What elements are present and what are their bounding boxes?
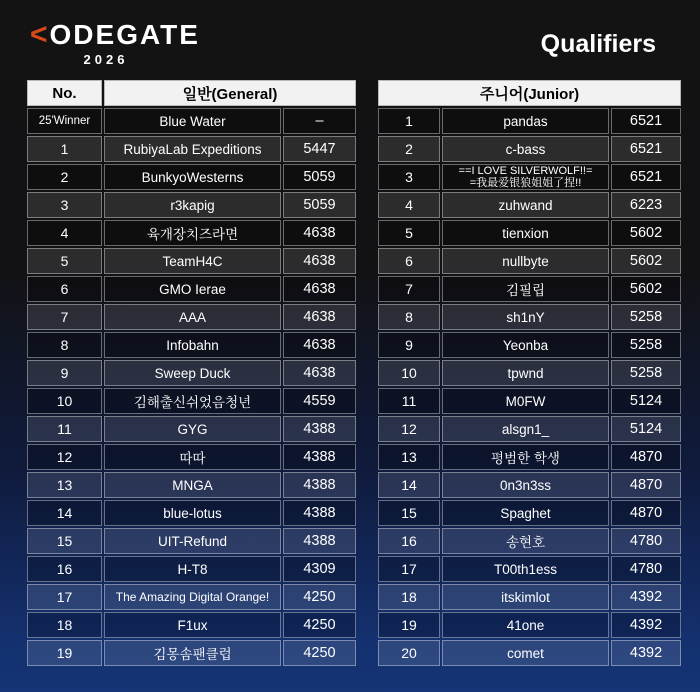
rank-cell: 6: [27, 276, 102, 302]
rank-cell: 17: [378, 556, 440, 582]
general-header-row: [27, 80, 356, 106]
rank-cell: 16: [27, 556, 102, 582]
table-row: [378, 108, 681, 134]
score-cell: 4638: [283, 276, 356, 302]
team-name-cell: blue-lotus: [104, 500, 281, 526]
score-cell: –: [283, 108, 356, 134]
team-name-cell: 따따: [104, 444, 281, 470]
table-row: [27, 220, 356, 246]
rank-cell: 16: [378, 528, 440, 554]
team-name-cell: sh1nY: [442, 304, 609, 330]
score-cell: 4870: [611, 500, 681, 526]
table-row: [27, 276, 356, 302]
score-cell: 6223: [611, 192, 681, 218]
score-cell: 4392: [611, 584, 681, 610]
score-cell: 4250: [283, 584, 356, 610]
score-cell: 5258: [611, 304, 681, 330]
team-name-cell: BunkyoWesterns: [104, 164, 281, 190]
team-name-cell: 김해출신쉬었음청년: [104, 388, 281, 414]
table-row: [378, 164, 681, 190]
score-cell: 4309: [283, 556, 356, 582]
rank-cell: 5: [27, 248, 102, 274]
rank-cell: 4: [378, 192, 440, 218]
rank-cell: 17: [27, 584, 102, 610]
table-row: [27, 640, 356, 666]
rank-cell: 2: [27, 164, 102, 190]
score-cell: 4780: [611, 528, 681, 554]
junior-title: 주니어(Junior): [378, 80, 681, 106]
team-name-cell: RubiyaLab Expeditions: [104, 136, 281, 162]
table-row: [378, 444, 681, 470]
team-name-cell: itskimlot: [442, 584, 609, 610]
score-cell: 5447: [283, 136, 356, 162]
junior-table: [376, 78, 683, 668]
team-name-cell: tienxion: [442, 220, 609, 246]
team-name-cell: AAA: [104, 304, 281, 330]
leaderboards: [25, 78, 683, 668]
score-cell: 4392: [611, 640, 681, 666]
team-name-cell: H-T8: [104, 556, 281, 582]
rank-cell: 3: [378, 164, 440, 190]
table-row: [378, 612, 681, 638]
table-row: [378, 500, 681, 526]
rank-cell: 18: [27, 612, 102, 638]
score-cell: 4250: [283, 640, 356, 666]
team-name-cell: comet: [442, 640, 609, 666]
table-row: [378, 304, 681, 330]
score-cell: 5124: [611, 416, 681, 442]
team-name-cell: ==I LOVE SILVERWOLF!!= =我最爱银狼姐姐了捏!!: [442, 164, 609, 190]
score-cell: 5258: [611, 360, 681, 386]
rank-cell: 9: [378, 332, 440, 358]
rank-cell: 8: [378, 304, 440, 330]
table-row: [27, 332, 356, 358]
score-cell: 5602: [611, 276, 681, 302]
table-row: [378, 528, 681, 554]
rank-cell: 15: [378, 500, 440, 526]
rank-cell: 5: [378, 220, 440, 246]
rank-cell: 3: [27, 192, 102, 218]
team-name-cell: pandas: [442, 108, 609, 134]
table-row: [27, 192, 356, 218]
team-name-cell: 평범한 학생: [442, 444, 609, 470]
team-name-cell: M0FW: [442, 388, 609, 414]
table-row: [27, 444, 356, 470]
score-cell: 4638: [283, 248, 356, 274]
team-name-cell: r3kapig: [104, 192, 281, 218]
table-row: [27, 136, 356, 162]
table-row: [378, 388, 681, 414]
rank-cell: 1: [378, 108, 440, 134]
score-cell: 6521: [611, 136, 681, 162]
table-row: [378, 584, 681, 610]
score-cell: 4388: [283, 416, 356, 442]
rank-cell: 15: [27, 528, 102, 554]
score-cell: 5124: [611, 388, 681, 414]
logo-bracket-icon: <: [30, 18, 50, 51]
general-title: 일반(General): [104, 80, 356, 106]
rank-cell: 2: [378, 136, 440, 162]
logo-brand-text: ODEGATE: [49, 19, 200, 50]
rank-cell: 18: [378, 584, 440, 610]
table-row: [27, 416, 356, 442]
rank-cell: 8: [27, 332, 102, 358]
team-name-cell: 41one: [442, 612, 609, 638]
rank-cell: 4: [27, 220, 102, 246]
rank-cell: 1: [27, 136, 102, 162]
table-row: [27, 612, 356, 638]
rank-cell: 11: [378, 388, 440, 414]
team-name-cell: 김몽솜팬클럽: [104, 640, 281, 666]
team-name-cell: zuhwand: [442, 192, 609, 218]
table-row: [27, 304, 356, 330]
team-name-cell: nullbyte: [442, 248, 609, 274]
team-name-cell: Yeonba: [442, 332, 609, 358]
score-cell: 6521: [611, 108, 681, 134]
rank-cell: 14: [378, 472, 440, 498]
team-name-cell: alsgn1_: [442, 416, 609, 442]
table-row: [27, 164, 356, 190]
table-row: [378, 472, 681, 498]
table-row: [378, 276, 681, 302]
score-cell: 4638: [283, 220, 356, 246]
table-row: [27, 360, 356, 386]
codegate-logo: [30, 18, 200, 67]
score-cell: 5258: [611, 332, 681, 358]
rank-cell: 7: [378, 276, 440, 302]
score-cell: 4388: [283, 472, 356, 498]
table-row: [378, 220, 681, 246]
table-row: [27, 556, 356, 582]
team-name-cell: c-bass: [442, 136, 609, 162]
team-name-cell: tpwnd: [442, 360, 609, 386]
score-cell: 4638: [283, 360, 356, 386]
table-row: [27, 248, 356, 274]
score-cell: 5602: [611, 248, 681, 274]
score-cell: 6521: [611, 164, 681, 190]
rank-cell: 10: [378, 360, 440, 386]
rank-cell: 11: [27, 416, 102, 442]
table-row: [27, 388, 356, 414]
team-name-cell: Spaghet: [442, 500, 609, 526]
rank-cell: 12: [378, 416, 440, 442]
table-row: [378, 248, 681, 274]
team-name-cell: GYG: [104, 416, 281, 442]
rank-cell: 10: [27, 388, 102, 414]
page-title: Qualifiers: [540, 30, 656, 58]
team-name-cell: UIT-Refund: [104, 528, 281, 554]
score-cell: 4392: [611, 612, 681, 638]
table-row: [378, 640, 681, 666]
team-name-cell: Blue Water: [104, 108, 281, 134]
team-name-cell: 0n3n3ss: [442, 472, 609, 498]
rank-cell: 25'Winner: [27, 108, 102, 134]
score-cell: 4250: [283, 612, 356, 638]
general-no-header: No.: [27, 80, 102, 106]
rank-cell: 9: [27, 360, 102, 386]
team-name-cell: The Amazing Digital Orange!: [104, 584, 281, 610]
team-name-cell: 육개장치즈라면: [104, 220, 281, 246]
score-cell: 4780: [611, 556, 681, 582]
rank-cell: 13: [27, 472, 102, 498]
score-cell: 4559: [283, 388, 356, 414]
table-row: [27, 108, 356, 134]
score-cell: 4638: [283, 304, 356, 330]
team-name-cell: T00th1ess: [442, 556, 609, 582]
table-row: [378, 416, 681, 442]
rank-cell: 6: [378, 248, 440, 274]
score-cell: 4638: [283, 332, 356, 358]
table-row: [378, 192, 681, 218]
team-name-cell: F1ux: [104, 612, 281, 638]
rank-cell: 13: [378, 444, 440, 470]
team-name-cell: 송현호: [442, 528, 609, 554]
score-cell: 5059: [283, 164, 356, 190]
score-cell: 5602: [611, 220, 681, 246]
team-name-cell: 김필립: [442, 276, 609, 302]
junior-header-row: [378, 80, 681, 106]
team-name-cell: GMO Ierae: [104, 276, 281, 302]
table-row: [378, 136, 681, 162]
codegate-logo-wordmark: [30, 18, 200, 51]
team-name-cell: Infobahn: [104, 332, 281, 358]
logo-year: 2026: [83, 52, 129, 67]
team-name-cell: MNGA: [104, 472, 281, 498]
rank-cell: 19: [27, 640, 102, 666]
score-cell: 4388: [283, 444, 356, 470]
team-name-cell: Sweep Duck: [104, 360, 281, 386]
table-row: [27, 472, 356, 498]
score-cell: 4870: [611, 472, 681, 498]
table-row: [27, 528, 356, 554]
table-row: [27, 584, 356, 610]
team-name-cell: TeamH4C: [104, 248, 281, 274]
table-row: [378, 556, 681, 582]
score-cell: 4388: [283, 528, 356, 554]
score-cell: 4388: [283, 500, 356, 526]
rank-cell: 7: [27, 304, 102, 330]
rank-cell: 19: [378, 612, 440, 638]
table-row: [27, 500, 356, 526]
score-cell: 5059: [283, 192, 356, 218]
score-cell: 4870: [611, 444, 681, 470]
general-table: [25, 78, 358, 668]
rank-cell: 14: [27, 500, 102, 526]
rank-cell: 20: [378, 640, 440, 666]
rank-cell: 12: [27, 444, 102, 470]
table-row: [378, 332, 681, 358]
table-row: [378, 360, 681, 386]
